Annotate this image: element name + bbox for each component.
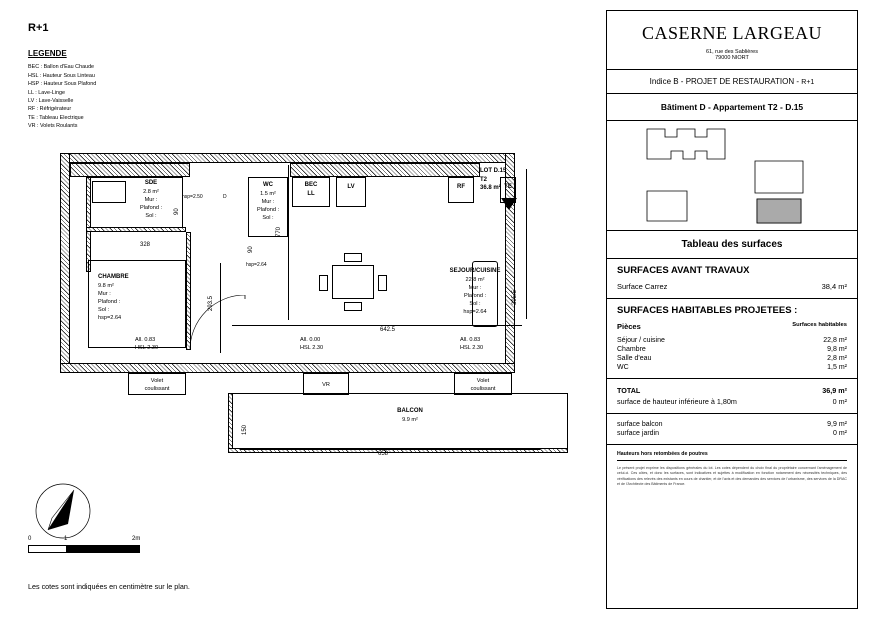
dim-150: 150 bbox=[242, 424, 248, 435]
label-rf bbox=[448, 183, 474, 192]
revision-block bbox=[607, 70, 857, 94]
table-row bbox=[617, 345, 847, 354]
room-finish: Mur : bbox=[261, 198, 275, 205]
lot-type: T2 bbox=[480, 176, 488, 183]
scale-tick: 2m bbox=[132, 536, 141, 542]
technical-duct-band bbox=[70, 163, 190, 177]
room-finish: Sol : bbox=[469, 301, 481, 308]
appliance-rf: RF bbox=[457, 184, 465, 190]
dim-line-395 bbox=[526, 169, 527, 319]
lot-area: 36.8 m² bbox=[480, 185, 501, 192]
opening-hsl: HSL 2.30 bbox=[135, 345, 159, 352]
room-finish: Sol : bbox=[98, 307, 110, 314]
dim-395-5: 395.5 bbox=[512, 289, 518, 305]
lv-unit bbox=[336, 177, 366, 207]
row-value: 38,4 m² bbox=[821, 282, 847, 291]
room-finish: Mur : bbox=[468, 284, 482, 291]
scale-bar-graphic bbox=[28, 545, 140, 553]
opening-annotation bbox=[460, 336, 516, 352]
hsp-chambre: hsp=2.64 bbox=[98, 315, 122, 322]
row-label: surface de hauteur inférieure à 1,80m bbox=[617, 397, 737, 406]
room-finish: Mur : bbox=[98, 290, 111, 297]
dim-line-658 bbox=[240, 449, 540, 450]
legend bbox=[28, 48, 96, 130]
table-row bbox=[617, 336, 847, 345]
surfaces-before-title: SURFACES AVANT TRAVAUX bbox=[617, 265, 750, 276]
scale-ticks bbox=[28, 536, 140, 545]
table-row bbox=[617, 420, 847, 429]
surfaces-before-section bbox=[607, 259, 857, 299]
opening-hsl: HSL 2.30 bbox=[460, 345, 484, 352]
row-value: 0 m² bbox=[832, 397, 847, 406]
extras-section bbox=[607, 414, 857, 445]
dim-770: 770 bbox=[276, 226, 282, 237]
room-label-chambre bbox=[98, 273, 178, 322]
legend-item: VR : Volets Roulants bbox=[28, 123, 78, 130]
notes-section bbox=[607, 445, 857, 494]
opening-hsl: HSL 2.30 bbox=[300, 345, 324, 352]
key-plan bbox=[607, 121, 857, 231]
plan-footnote: Les cotes sont indiquées en centimètre sur le plan. bbox=[28, 582, 190, 591]
project-title-block bbox=[607, 11, 857, 70]
floor-label: R+1 bbox=[28, 22, 49, 34]
opening-allege: All. 0.83 bbox=[135, 337, 156, 343]
legend-item: TE : Tableau Electrique bbox=[28, 114, 84, 121]
scale-tick: 1 bbox=[64, 536, 68, 542]
chair bbox=[344, 253, 362, 262]
balcony-name: BALCON bbox=[397, 408, 423, 414]
dim-328: 328 bbox=[140, 242, 151, 248]
room-finish: Sol : bbox=[262, 215, 274, 222]
table-row bbox=[617, 396, 847, 407]
floor-plan bbox=[60, 145, 580, 465]
room-finish: Mur : bbox=[144, 196, 158, 203]
totals-section bbox=[607, 379, 857, 414]
row-value: 1,5 m² bbox=[827, 364, 847, 371]
table-row bbox=[617, 281, 847, 292]
shower-tray bbox=[92, 181, 126, 203]
dim-wc-90: 90 bbox=[248, 246, 254, 253]
apartment-label: Bâtiment D - Appartement T2 - D.15 bbox=[607, 94, 857, 121]
room-finish: Plafond : bbox=[139, 204, 163, 211]
legend-item: LL : Lave-Linge bbox=[28, 89, 65, 96]
opening-annotation bbox=[300, 336, 356, 352]
sde-partition-left bbox=[86, 177, 91, 272]
key-plan-diagram bbox=[607, 121, 859, 231]
appliance-lv: LV bbox=[347, 184, 355, 190]
legend-item: HSP : Hauteur Sous Plafond bbox=[28, 81, 97, 88]
hsp-sde: hsp=2.50 bbox=[182, 194, 203, 200]
shutter-label-mid bbox=[303, 381, 349, 389]
exterior-wall-bottom bbox=[60, 363, 515, 373]
balcony-label bbox=[365, 407, 455, 424]
room-finish: Plafond : bbox=[256, 206, 280, 213]
column-header-pieces: Pièces bbox=[617, 322, 641, 331]
dim-658: 658 bbox=[378, 451, 389, 457]
room-finish: Plafond : bbox=[98, 298, 121, 305]
surface-table-title: Tableau des surfaces bbox=[607, 231, 857, 259]
appliance-ll: LL bbox=[307, 190, 315, 197]
shutter-label-left bbox=[128, 377, 186, 393]
label-bec bbox=[292, 181, 330, 198]
shutter-line1: Volet bbox=[150, 378, 164, 384]
project-address-1: 61, rue des Sablières bbox=[706, 49, 758, 55]
notes-title: Hauteurs hors retombées de poutres bbox=[617, 451, 847, 461]
dim-sde-90: 90 bbox=[174, 208, 180, 215]
row-label: surface jardin bbox=[617, 430, 660, 437]
exterior-wall-left bbox=[60, 153, 70, 373]
project-title: CASERNE LARGEAU bbox=[641, 23, 822, 43]
door-mark-d: D bbox=[223, 194, 227, 200]
room-name: CHAMBRE bbox=[98, 274, 129, 280]
shutter-line2: coulissant bbox=[144, 386, 170, 393]
north-arrow-icon bbox=[32, 480, 94, 542]
shutter-line2: coulissant bbox=[470, 386, 496, 393]
lot-label bbox=[480, 167, 550, 193]
scale-segment-light bbox=[29, 546, 66, 552]
room-name: SEJOUR/CUISINE bbox=[449, 268, 501, 274]
sde-partition-bottom bbox=[86, 227, 186, 232]
balcony-area: 9.9 m² bbox=[402, 416, 418, 423]
row-label: Salle d'eau bbox=[617, 355, 652, 362]
legend-item: RF : Réfrigérateur bbox=[28, 106, 72, 113]
legend-title: LEGENDE bbox=[28, 49, 67, 58]
surfaces-projected-section bbox=[607, 299, 857, 379]
chair bbox=[344, 302, 362, 311]
row-label: Chambre bbox=[617, 346, 646, 353]
room-label-sde bbox=[122, 179, 180, 220]
revision-level: R+1 bbox=[801, 79, 815, 86]
table-row bbox=[617, 354, 847, 363]
balcony-rail-left bbox=[228, 393, 233, 453]
appliance-te: TE bbox=[504, 184, 512, 190]
row-value: 0 m² bbox=[833, 430, 847, 437]
table-row-total bbox=[617, 385, 847, 396]
row-label: Surface Carrez bbox=[617, 282, 668, 291]
row-label: WC bbox=[617, 364, 629, 371]
project-address-2: 79000 NIORT bbox=[715, 55, 749, 61]
dim-293-5: 293.5 bbox=[208, 295, 214, 311]
hsp-sejour: hsp=2.64 bbox=[463, 309, 487, 316]
room-finish: Sol : bbox=[145, 213, 157, 220]
opening-allege: All. 0.00 bbox=[300, 337, 321, 343]
revision-label: Indice B - PROJET DE RESTAURATION - bbox=[649, 77, 800, 86]
row-value: 9,8 m² bbox=[827, 346, 847, 353]
legal-text: Le présent projet exprime les dispositions générales du lot. Les cotes dépendent du choix final du propriétaire concernant l'aménagement de celui-ci. Ces côtes, et donc les surfaces, sont indicatives et sujettes à modification en fonction notamment des nécessités techniques, des vérifications des relevés des existants en cours de chantier, et de l'avis et des demandes des services de l'urbanisme, des services de la DRAC et de l'Architecte des Bâtiments de France. bbox=[617, 466, 847, 487]
room-name: SDE bbox=[144, 180, 158, 186]
row-label: surface balcon bbox=[617, 421, 663, 428]
row-value: 2,8 m² bbox=[827, 355, 847, 362]
column-header-surfaces: Surfaces habitables bbox=[792, 322, 847, 328]
room-finish: Plafond : bbox=[463, 292, 487, 299]
sofa bbox=[472, 261, 498, 327]
row-value: 9,9 m² bbox=[827, 421, 847, 428]
opening-annotation bbox=[135, 336, 191, 352]
room-name: WC bbox=[263, 182, 273, 188]
dim-line-642 bbox=[232, 325, 522, 326]
chair bbox=[319, 275, 328, 291]
surfaces-projected-title: SURFACES HABITABLES PROJETEES : bbox=[617, 305, 798, 316]
shutter-line1: VR bbox=[322, 382, 330, 388]
dim-line-293 bbox=[220, 263, 221, 353]
opening-allege: All. 0.83 bbox=[460, 337, 481, 343]
legend-item: HSL : Hauteur Sous Linteau bbox=[28, 72, 95, 79]
scale-segment-dark bbox=[66, 546, 139, 552]
shutter-line1: Volet bbox=[476, 378, 490, 384]
table-row bbox=[617, 429, 847, 438]
room-area: 2.8 m² bbox=[143, 188, 159, 195]
legend-item: LV : Lave-Vaisselle bbox=[28, 97, 74, 104]
room-area: 1.5 m² bbox=[260, 190, 276, 197]
scale-bar bbox=[28, 536, 140, 553]
chair bbox=[378, 275, 387, 291]
appliance-bec: BEC bbox=[304, 182, 318, 188]
table-row bbox=[617, 363, 847, 372]
row-label: TOTAL bbox=[617, 386, 641, 395]
lot-pointer-icon bbox=[500, 197, 518, 211]
legend-item: BEC : Ballon d'Eau Chaude bbox=[28, 64, 95, 71]
row-value: 22,8 m² bbox=[823, 337, 847, 344]
hsp-wc: hsp=2.64 bbox=[246, 262, 267, 268]
technical-duct-band-2 bbox=[290, 163, 480, 177]
room-area: 22.8 m² bbox=[465, 276, 485, 283]
title-block bbox=[606, 10, 858, 609]
room-area: 9.8 m² bbox=[98, 282, 114, 289]
dim-642-5: 642.5 bbox=[380, 327, 396, 333]
room-label-wc bbox=[246, 181, 290, 222]
label-lv bbox=[336, 183, 366, 192]
dining-table bbox=[332, 265, 374, 299]
row-value: 36,9 m² bbox=[822, 386, 847, 395]
exterior-wall-top bbox=[60, 153, 515, 163]
lot-number: LOT D.15 bbox=[480, 168, 507, 174]
row-label: Séjour / cuisine bbox=[617, 337, 665, 344]
shutter-label-right bbox=[454, 377, 512, 393]
dim-line-770 bbox=[288, 165, 289, 320]
scale-tick: 0 bbox=[28, 536, 32, 542]
table-header bbox=[617, 322, 847, 331]
